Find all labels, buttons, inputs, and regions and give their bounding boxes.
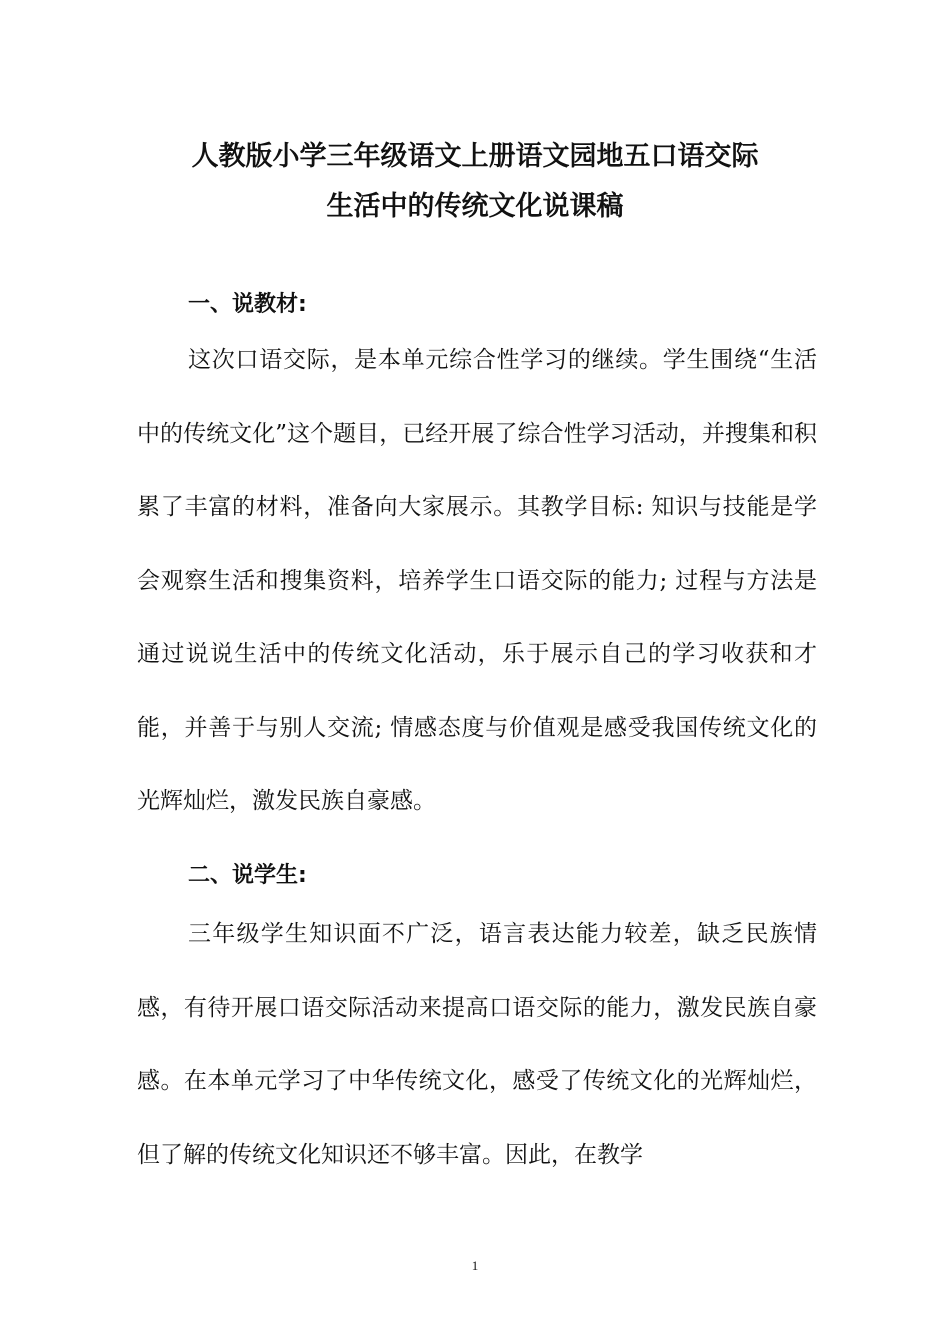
document-title-line-2: 生活中的传统文化说课稿: [326, 191, 624, 222]
section-heading-teaching-material: 一、说教材:: [188, 292, 307, 317]
page-number: 1: [471, 1258, 479, 1273]
section-paragraph-students: 三年级学生知识面不广泛，语言表达能力较差，缺乏民族情感，有待开展口语交际活动来提高口语交际的能力，激发民族自豪感。在本单元学习了中华传统文化，感受了传统文化的光辉灿烂，但了解的传统文化知识还不够丰富。因此，在教学: [137, 921, 817, 1168]
section-heading-students: 二、说学生:: [188, 863, 307, 888]
section-paragraph-teaching-material: 这次口语交际，是本单元综合性学习的继续。学生围绕“生活中的传统文化”这个题目，已经开展了综合性学习活动，并搜集和积累了丰富的材料，准备向大家展示。其教学目标: 知识与技能是学会观察生活和搜集资料，培养学生口语交际的能力; 过程与方法是通过说说生活中的传统文化活动，乐于展示自己的学习收获和才能，并善于与别人交流; 情感态度与价值观是感受我国传统文化的光辉灿烂，激发民族自豪感。: [137, 347, 817, 814]
document-title-line-1: 人教版小学三年级语文上册语文园地五口语交际: [191, 141, 759, 172]
